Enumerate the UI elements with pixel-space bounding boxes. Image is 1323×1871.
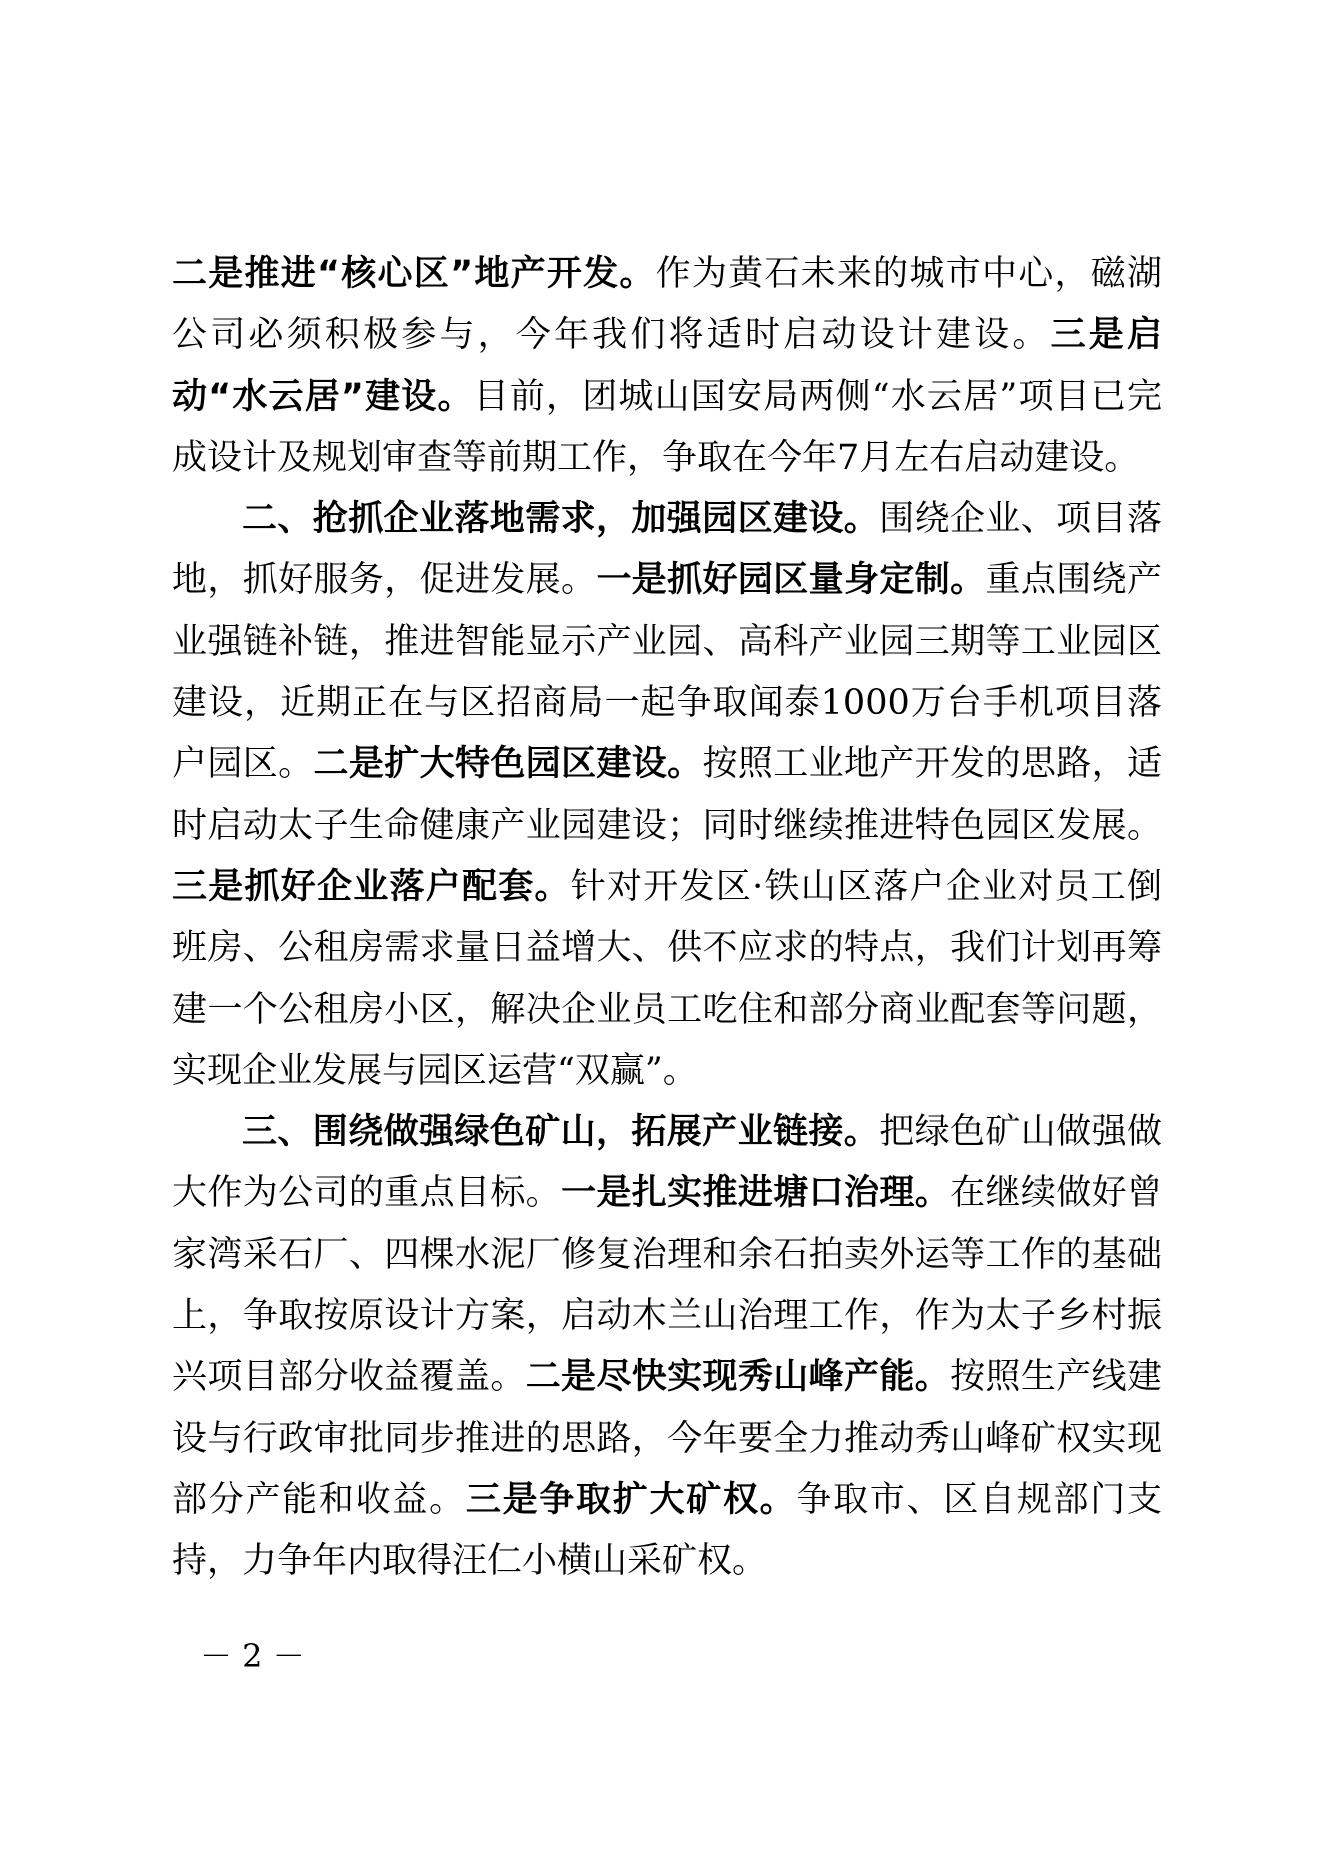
- heading-run: 二是尽快实现秀山峰产能。: [525, 1357, 951, 1398]
- paragraph-1: [172, 244, 1162, 489]
- section-heading: 二、抢抓企业落地需求，加强园区建设。: [242, 499, 880, 540]
- body-run: 围绕企业、项目落地，抓好服务，促进发展。: [172, 499, 1162, 601]
- document-body: [172, 244, 1162, 1593]
- section-heading: 三、围绕做强绿色矿山，拓展产业链接。: [242, 1112, 880, 1153]
- body-run: 按照生产线建设与行政审批同步推进的思路，今年要全力推动秀山峰矿权实现部分产能和收益。: [172, 1357, 1162, 1520]
- heading-run: 一是抓好园区量身定制。: [596, 560, 986, 601]
- paragraph-2: [172, 489, 1162, 1102]
- heading-run: 三是争取扩大矿权。: [465, 1479, 797, 1520]
- paragraph-3: [172, 1102, 1162, 1592]
- body-run: 重点围绕产业强链补链，推进智能显示产业园、高科产业园三期等工业园区建设，近期正在与区招商局一起争取闻泰1000万台手机项目落户园区。: [172, 560, 1162, 785]
- page-number: － 2 －: [200, 1637, 305, 1675]
- heading-run: 二是推进“核心区”地产开发。: [172, 254, 656, 294]
- body-run: 针对开发区·铁山区落户企业对员工倒班房、公租房需求量日益增大、供不应求的特点，我们计划再筹建一个公租房小区，解决企业员工吃住和部分商业配套等问题，实现企业发展与园区运营“双赢”。: [172, 866, 1162, 1091]
- body-run: 争取市、区自规部门支持，力争年内取得汪仁小横山采矿权。: [172, 1479, 1162, 1582]
- heading-run: 三是抓好企业落户配套。: [172, 866, 571, 907]
- heading-run: 二是扩大特色园区建设。: [313, 744, 703, 785]
- body-run: 目前，团城山国安局两侧“水云居”项目已完成设计及规划审查等前期工作，争取在今年7月左右启动建设。: [172, 376, 1162, 478]
- body-run: 按照工业地产开发的思路，适时启动太子生命健康产业园建设；同时继续推进特色园区发展。: [172, 744, 1162, 846]
- heading-run: 三是启动“水云居”建设。: [172, 315, 1162, 417]
- body-run: 作为黄石未来的城市中心，磁湖公司必须积极参与，今年我们将适时启动设计建设。: [172, 254, 1162, 356]
- body-run: 把绿色矿山做强做大作为公司的重点目标。: [172, 1112, 1162, 1214]
- heading-run: 一是扎实推进塘口治理。: [561, 1173, 951, 1214]
- body-run: 在继续做好曾家湾采石厂、四棵水泥厂修复治理和余石拍卖外运等工作的基础上，争取按原设计方案，启动木兰山治理工作，作为太子乡村振兴项目部分收益覆盖。: [172, 1173, 1162, 1398]
